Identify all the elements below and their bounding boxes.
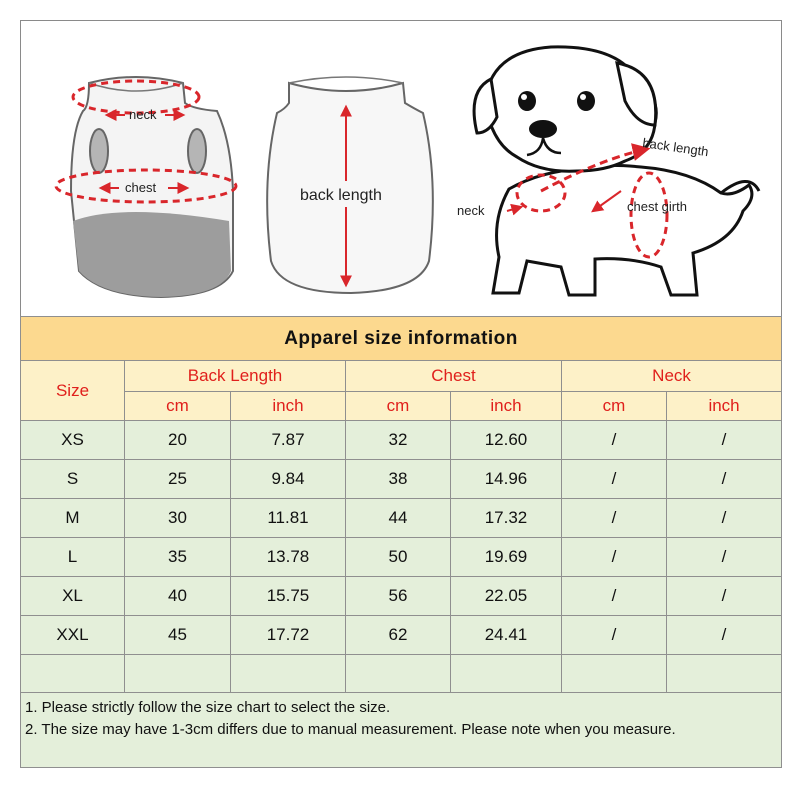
unit-header: inch <box>231 392 346 421</box>
table-cell: XS <box>21 421 125 460</box>
table-cell: 45 <box>125 616 231 655</box>
table-row <box>21 421 782 460</box>
table-row <box>21 499 782 538</box>
table-cell: 32 <box>346 421 451 460</box>
table-cell: 24.41 <box>451 616 562 655</box>
table-cell: 56 <box>346 577 451 616</box>
table-cell: / <box>562 421 667 460</box>
table-cell: 38 <box>346 460 451 499</box>
table-cell: 19.69 <box>451 538 562 577</box>
table-cell: 35 <box>125 538 231 577</box>
table-cell: XL <box>21 577 125 616</box>
chest-header: Chest <box>346 361 562 392</box>
table-cell: 7.87 <box>231 421 346 460</box>
front-chest-label: chest <box>125 180 157 195</box>
back-length-label: back length <box>300 187 382 204</box>
table-cell: 17.72 <box>231 616 346 655</box>
table-cell: 11.81 <box>231 499 346 538</box>
table-cell: 17.32 <box>451 499 562 538</box>
measurement-illustration <box>20 20 782 318</box>
note-line: 2. The size may have 1-3cm differs due to manual measurement. Please note when you measure. <box>25 721 676 738</box>
table-cell: 40 <box>125 577 231 616</box>
table-cell: 12.60 <box>451 421 562 460</box>
size-chart-table <box>20 316 782 768</box>
table-cell: 44 <box>346 499 451 538</box>
shirt-front-diagram <box>56 77 236 297</box>
table-row <box>21 577 782 616</box>
table-row <box>21 538 782 577</box>
table-cell: / <box>562 577 667 616</box>
table-cell: / <box>562 460 667 499</box>
unit-header: inch <box>451 392 562 421</box>
table-row <box>21 460 782 499</box>
empty-table-row <box>21 655 782 693</box>
table-cell: L <box>21 538 125 577</box>
table-cell: / <box>562 616 667 655</box>
dog-chest-girth-label: chest girth <box>627 199 687 214</box>
table-cell: 22.05 <box>451 577 562 616</box>
table-cell: 62 <box>346 616 451 655</box>
table-row <box>21 616 782 655</box>
dog-diagram <box>457 47 759 295</box>
table-cell: 25 <box>125 460 231 499</box>
table-cell: 20 <box>125 421 231 460</box>
table-cell: 30 <box>125 499 231 538</box>
unit-header: cm <box>125 392 231 421</box>
dog-back-length-label: back length <box>641 135 710 160</box>
table-cell: 50 <box>346 538 451 577</box>
table-cell: XXL <box>21 616 125 655</box>
size-notes <box>21 693 782 768</box>
table-cell: / <box>667 538 782 577</box>
front-neck-label: neck <box>129 107 157 122</box>
table-cell: 13.78 <box>231 538 346 577</box>
unit-header: cm <box>562 392 667 421</box>
illustration-svg <box>21 21 781 317</box>
table-cell: / <box>667 616 782 655</box>
table-cell: S <box>21 460 125 499</box>
table-cell: / <box>562 499 667 538</box>
unit-header: inch <box>667 392 782 421</box>
table-cell: / <box>667 499 782 538</box>
table-cell: M <box>21 499 125 538</box>
table-cell: 14.96 <box>451 460 562 499</box>
table-cell: / <box>667 421 782 460</box>
table-cell: / <box>667 460 782 499</box>
neck-header: Neck <box>562 361 782 392</box>
unit-header: cm <box>346 392 451 421</box>
size-column-header: Size <box>21 361 125 421</box>
table-cell: 9.84 <box>231 460 346 499</box>
table-cell: / <box>562 538 667 577</box>
table-cell: / <box>667 577 782 616</box>
shirt-back-diagram <box>267 77 433 293</box>
back-length-header: Back Length <box>125 361 346 392</box>
dog-neck-label: neck <box>457 203 485 218</box>
table-title: Apparel size information <box>21 317 782 361</box>
note-line: 1. Please strictly follow the size chart to select the size. <box>25 699 391 716</box>
table-cell: 15.75 <box>231 577 346 616</box>
